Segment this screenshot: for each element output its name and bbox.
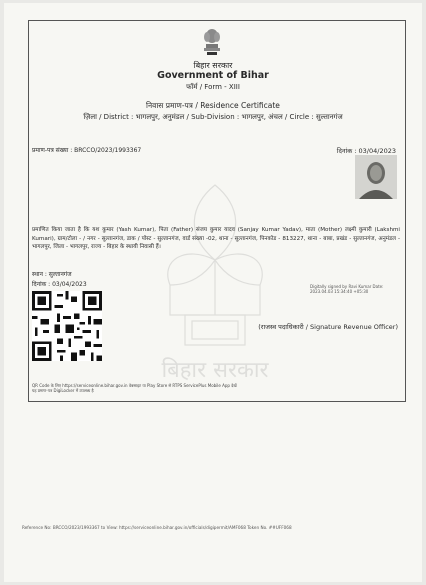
qr-code [32,291,102,361]
government-name: Government of Bihar [157,70,269,81]
applicant-photo [355,155,397,199]
certificate-body: प्रमाणित किया जाता है कि यश कुमार (Yash Kumar), पिता (Father) संजय कुमार यादव (Sanjay Kumar Yadav), माता (Mother) लक्ष्मी कुमारी (Lakshmi Kumari), ग्राम/टोला - / नगर - सुल्तानगंज, डाक / पोस्ट - सुल्तानगंज, वार्ड संख्या -02, थाना - सुल्तानगंज, पिनकोड - 813227, थाना - बाबा, प्रखंड - सुल्तानगंज, अनुमंडल - भागलपुर, जिला - भागलपुर, राज्य - बिहार के स्थायी निवासी हैं। [32,227,400,250]
certificate-title: निवास प्रमाण-पत्र / Residence Certificate [146,101,280,110]
watermark-emblem [130,165,300,390]
digital-signature-note: Digitally signed by Ravi Kumar Date: 2023.04.03 15:34:40 +05:30 [310,284,384,294]
certificate-date: दिनांक : 03/04/2023 [336,147,396,155]
bottom-reference-line: Reference No: BRCCO/2023/1993367 to View: https://serviceonline.bihar.gov.in/officials/digipermit/AMF068 Token No. ##UFF068 [22,525,292,530]
issue-date: दिनांक : 03/04/2023 [32,281,87,288]
certificate-number: प्रमाण-पत्र संख्या : BRCCO/2023/1993367 [32,147,142,154]
issue-place: स्थान : सुल्तानगंज [32,271,72,278]
watermark-text: बिहार सरकार [161,358,269,383]
ashoka-emblem-icon [201,28,223,58]
state-name-hindi: बिहार सरकार [193,61,233,70]
footnote [32,383,237,393]
verify-note: QR Code के लिए https://serviceonline.bihar.gov.in वेबसाइट या Play Store से RTPS ServicePlus Mobile App देखें [32,383,237,388]
form-label: फॉर्म / Form - XIII [186,83,240,91]
location-line: ज़िला / District : भागलपुर, अनुमंडल / Sub-Division : भागलपुर, अंचल / Circle : सुल्तानगंज [83,113,343,121]
digilocker-note: यह प्रमाण-पत्र DigiLocker में उपलब्ध है [32,388,94,393]
signature-revenue-officer: (राजस्व पदाधिकारी / Signature Revenue Officer) [258,323,398,331]
